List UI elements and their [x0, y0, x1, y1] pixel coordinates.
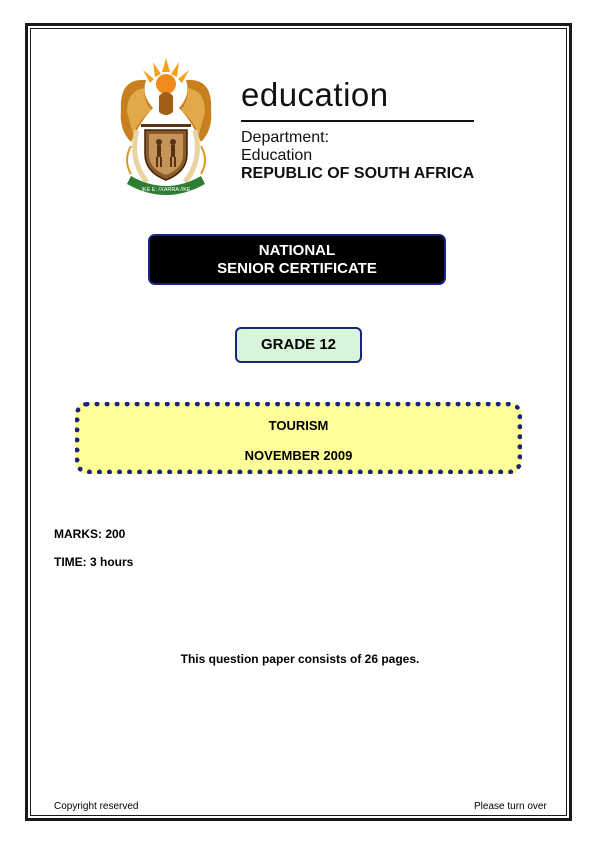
certificate-title-line1: NATIONAL [258, 241, 336, 259]
certificate-title-box [148, 234, 446, 285]
footer-copyright: Copyright reserved [54, 801, 139, 812]
page-count-note: This question paper consists of 26 pages. [180, 652, 420, 666]
coat-of-arms-icon [101, 50, 231, 200]
wordmark-underline [241, 120, 474, 122]
footer-turn-over: Please turn over [474, 801, 547, 812]
subject-name: TOURISM [268, 418, 329, 433]
department-label: Department: [241, 129, 330, 146]
country-name: REPUBLIC OF SOUTH AFRICA [241, 165, 475, 182]
header [101, 50, 496, 200]
exam-session: NOVEMBER 2009 [244, 448, 353, 463]
grade-badge: GRADE 12 [235, 327, 362, 363]
department-name: Education [241, 147, 313, 164]
time-label: TIME: 3 hours [54, 555, 134, 569]
coat-motto: !KE E: /XARRA //KE [141, 187, 191, 193]
marks-label: MARKS: 200 [54, 527, 126, 541]
subject-box [75, 402, 522, 474]
education-wordmark: education [241, 76, 389, 113]
certificate-title-line2: SENIOR CERTIFICATE [217, 259, 377, 277]
